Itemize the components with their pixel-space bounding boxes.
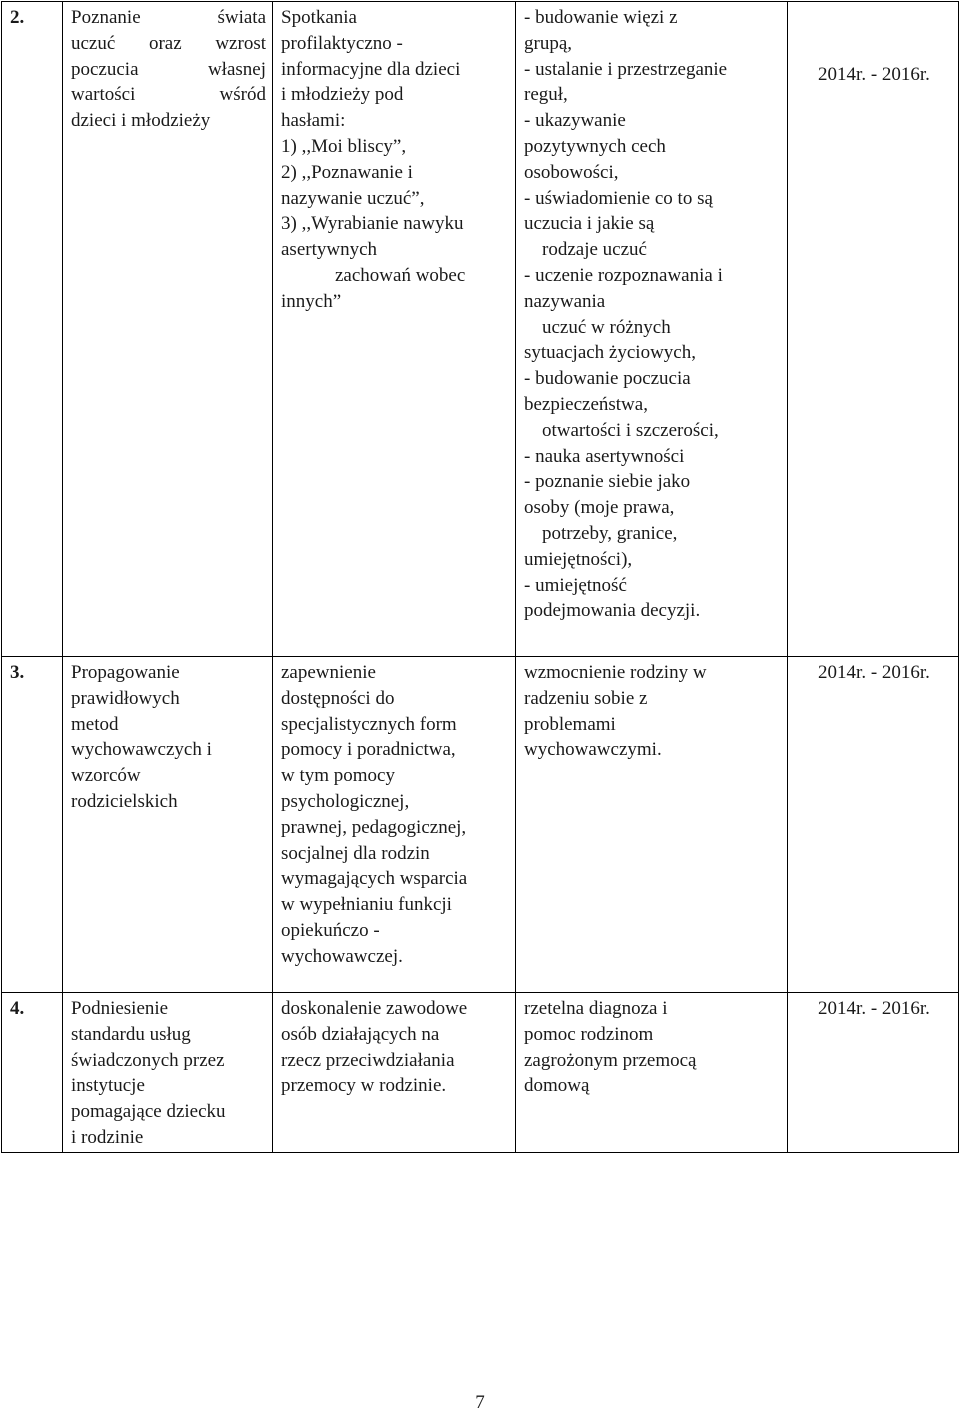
task-line: i młodzieży pod bbox=[281, 84, 404, 106]
goal-line: rodzicielskich bbox=[71, 790, 178, 812]
goal-line: wzorców bbox=[71, 765, 141, 787]
effect-line: potrzeby, granice, bbox=[542, 522, 678, 544]
page-number: 7 bbox=[475, 1392, 485, 1413]
goal-line: uczuć oraz wzrost bbox=[71, 32, 266, 54]
row-number: 3. bbox=[2, 657, 63, 993]
table-row bbox=[2, 993, 959, 1153]
task-cell bbox=[273, 657, 516, 993]
effect-line: - uczenie rozpoznawania i bbox=[524, 264, 723, 286]
task-line: psychologicznej, bbox=[281, 790, 410, 812]
effect-line: - budowanie więzi z bbox=[524, 7, 678, 28]
effect-line: osoby (moje prawa, bbox=[524, 497, 675, 519]
period-text: 2014r. - 2016r. bbox=[818, 64, 930, 85]
period-cell bbox=[788, 2, 959, 657]
goal-line: wartości wśród bbox=[71, 84, 266, 106]
task-line: asertywnych bbox=[281, 239, 378, 261]
effect-line: sytuacjach życiowych, bbox=[524, 342, 696, 364]
effect-cell bbox=[516, 2, 788, 657]
goal-line: standardu usług bbox=[71, 1023, 191, 1045]
task-line: w wypełnianiu funkcji bbox=[281, 894, 452, 916]
task-line: specjalistycznych form bbox=[281, 713, 457, 735]
effect-line: bezpieczeństwa, bbox=[524, 393, 648, 415]
task-line: osób działających na bbox=[281, 1023, 440, 1045]
effect-line: grupą, bbox=[524, 32, 573, 54]
task-line: 2) ,,Poznawanie i bbox=[281, 161, 413, 183]
effect-line: umiejętności), bbox=[524, 548, 633, 570]
effect-line: - uświadomienie co to są bbox=[524, 187, 713, 209]
task-line: prawnej, pedagogicznej, bbox=[281, 816, 467, 838]
goal-line: instytucje bbox=[71, 1075, 145, 1097]
task-line: 1) ,,Moi bliscy”, bbox=[281, 135, 407, 157]
effect-line: - umiejętność bbox=[524, 574, 627, 596]
goal-cell bbox=[63, 657, 273, 993]
task-line: 3) ,,Wyrabianie nawyku bbox=[281, 213, 464, 235]
goal-line: Propagowanie bbox=[71, 662, 180, 683]
effect-line: uczuć w różnych bbox=[542, 316, 671, 338]
goal-line: prawidłowych bbox=[71, 687, 180, 709]
effect-line: nazywania bbox=[524, 290, 606, 312]
task-line: innych” bbox=[281, 290, 342, 312]
goal-line: dzieci i młodzieży bbox=[71, 110, 211, 132]
task-line: pomocy i poradnictwa, bbox=[281, 739, 456, 761]
period-cell bbox=[788, 993, 959, 1153]
goal-line: i rodzinie bbox=[71, 1126, 144, 1148]
effect-line: - ustalanie i przestrzeganie bbox=[524, 58, 728, 80]
goal-line: Podniesienie bbox=[71, 998, 169, 1019]
task-line: doskonalenie zawodowe bbox=[281, 998, 468, 1019]
effect-line: radzeniu sobie z bbox=[524, 687, 648, 709]
goal-cell bbox=[63, 2, 273, 657]
table-row bbox=[2, 2, 959, 657]
task-line: opiekuńczo - bbox=[281, 919, 380, 941]
effect-line: - budowanie poczucia bbox=[524, 368, 691, 390]
goal-line: pomagające dziecku bbox=[71, 1101, 226, 1123]
effect-line: - poznanie siebie jako bbox=[524, 471, 691, 493]
task-line: rzecz przeciwdziałania bbox=[281, 1049, 455, 1071]
task-line: wymagających wsparcia bbox=[281, 868, 468, 890]
goal-line: metod bbox=[71, 713, 119, 735]
period-text: 2014r. - 2016r. bbox=[818, 998, 930, 1019]
effect-line: pomoc rodzinom bbox=[524, 1023, 654, 1045]
effect-line: rodzaje uczuć bbox=[542, 239, 647, 261]
effect-line: reguł, bbox=[524, 84, 568, 106]
task-line: zachowań wobec bbox=[335, 264, 466, 286]
task-line: zapewnienie bbox=[281, 662, 376, 683]
table-row bbox=[2, 657, 959, 993]
goal-cell bbox=[63, 993, 273, 1153]
task-line: nazywanie uczuć”, bbox=[281, 187, 425, 209]
effect-line: podejmowania decyzji. bbox=[524, 600, 701, 622]
row-number: 2. bbox=[2, 2, 63, 657]
effect-line: otwartości i szczerości, bbox=[542, 419, 719, 441]
effect-line: wychowawczymi. bbox=[524, 739, 662, 761]
effect-line: - ukazywanie bbox=[524, 110, 626, 132]
effect-line: problemami bbox=[524, 713, 616, 735]
effect-line: domową bbox=[524, 1075, 590, 1097]
task-line: dostępności do bbox=[281, 687, 395, 709]
task-line: Spotkania bbox=[281, 7, 357, 28]
task-line: profilaktyczno - bbox=[281, 32, 403, 54]
effect-cell bbox=[516, 993, 788, 1153]
row-number: 4. bbox=[2, 993, 63, 1153]
effect-cell bbox=[516, 657, 788, 993]
task-line: socjalnej dla rodzin bbox=[281, 842, 430, 864]
task-cell bbox=[273, 993, 516, 1153]
goal-line: Poznanie świata bbox=[71, 7, 266, 28]
task-line: informacyjne dla dzieci bbox=[281, 58, 461, 80]
effect-line: pozytywnych cech bbox=[524, 135, 666, 157]
goal-line: wychowawczych i bbox=[71, 739, 212, 761]
period-text: 2014r. - 2016r. bbox=[818, 662, 930, 683]
effect-line: rzetelna diagnoza i bbox=[524, 998, 668, 1019]
effect-line: uczucia i jakie są bbox=[524, 213, 655, 235]
period-cell bbox=[788, 657, 959, 993]
task-line: hasłami: bbox=[281, 110, 346, 132]
goal-line: poczucia własnej bbox=[71, 58, 266, 80]
task-line: w tym pomocy bbox=[281, 765, 395, 787]
effect-line: osobowości, bbox=[524, 161, 619, 183]
program-table bbox=[1, 1, 959, 1153]
task-line: przemocy w rodzinie. bbox=[281, 1075, 447, 1097]
effect-line: zagrożonym przemocą bbox=[524, 1049, 697, 1071]
task-line: wychowawczej. bbox=[281, 945, 403, 967]
task-cell bbox=[273, 2, 516, 657]
effect-line: wzmocnienie rodziny w bbox=[524, 662, 707, 683]
effect-line: - nauka asertywności bbox=[524, 445, 685, 467]
goal-line: świadczonych przez bbox=[71, 1049, 225, 1071]
